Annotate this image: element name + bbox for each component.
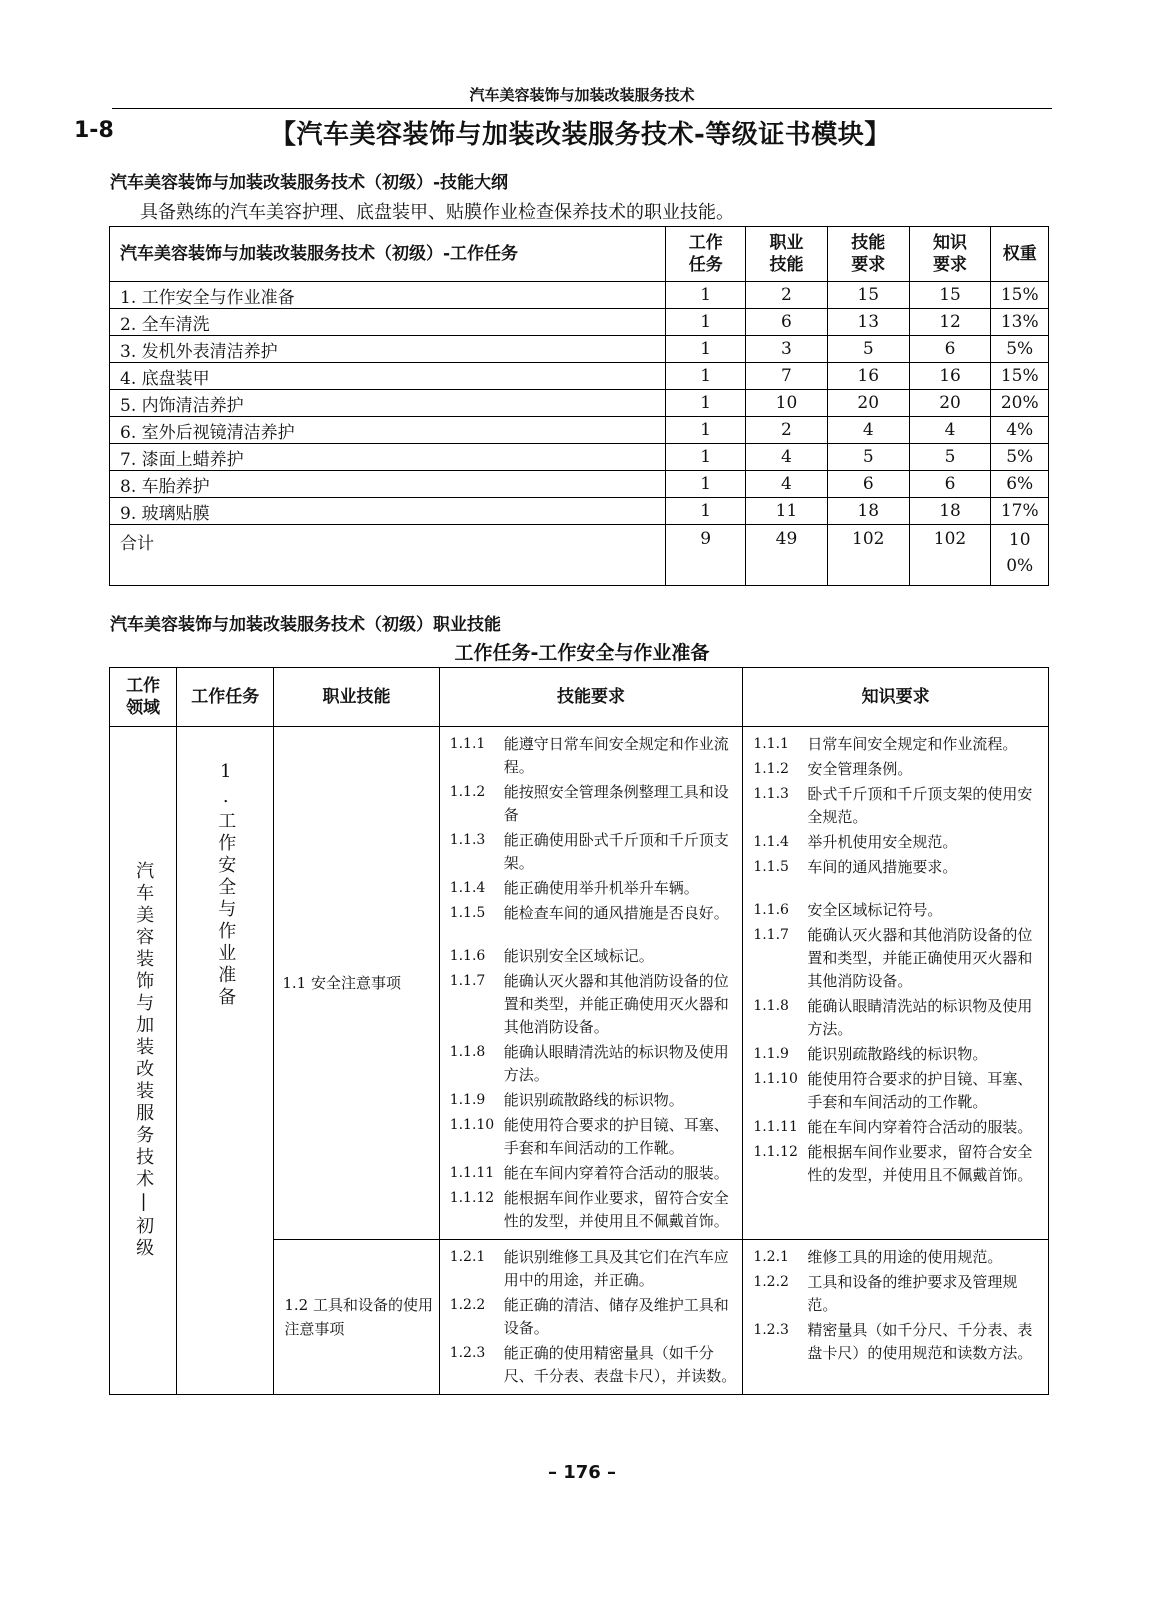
requirement-item [450, 1246, 737, 1292]
summary-cell: 4 [746, 444, 828, 471]
summary-cell: 2 [746, 417, 828, 444]
requirement-number: 1.2.2 [753, 1274, 789, 1290]
requirement-number: 1.1.1 [449, 736, 486, 752]
section-number: 1-8 [74, 118, 114, 143]
requirement-text: 能根据车间作业要求，留符合安全性的发型，并使用且不佩戴首饰。 [503, 1189, 729, 1230]
skill-row [110, 727, 1049, 1240]
requirement-item [450, 733, 737, 779]
summary-header-skills [746, 227, 828, 282]
page-title: 【汽车美容装饰与加装改装服务技术-等级证书模块】 [270, 120, 891, 150]
requirement-number: 1.1.8 [449, 1044, 486, 1060]
summary-task-name: 8. 车胎养护 [110, 471, 666, 498]
requirement-text: 能正确使用卧式千斤顶和千斤顶支架。 [503, 831, 729, 872]
requirement-item [753, 1068, 1042, 1114]
requirement-number: 1.1.3 [753, 786, 789, 802]
work-task-cell [177, 727, 274, 1395]
summary-cell: 12 [909, 309, 991, 336]
requirement-number: 1.1.7 [449, 973, 486, 989]
requirement-item [450, 902, 737, 925]
requirement-item [753, 783, 1042, 829]
summary-cell: 6 [909, 336, 991, 363]
requirement-text: 能识别疏散路线的标识物。 [807, 1045, 988, 1063]
requirement-number: 1.2.1 [753, 1249, 789, 1265]
requirement-text: 能使用符合要求的护目镜、耳塞、手套和车间活动的工作靴。 [503, 1116, 729, 1157]
summary-header-task: 汽车美容装饰与加装改装服务技术（初级）-工作任务 [110, 227, 666, 282]
skills-header-task: 工作任务 [177, 668, 274, 727]
requirement-item [450, 970, 737, 1039]
requirement-item [753, 1246, 1042, 1269]
skills-header-domain [110, 668, 177, 727]
summary-header-weight: 权重 [991, 227, 1049, 282]
summary-cell: 1 [666, 498, 746, 525]
summary-row [110, 363, 1049, 390]
skill-name: 1.2 工具和设备的使用注意事项 [274, 1240, 439, 1395]
summary-row [110, 282, 1049, 309]
requirement-number: 1.1.12 [449, 1190, 495, 1206]
work-task-text: 1.工作安全与作业准备 [215, 760, 237, 1009]
requirement-item [753, 856, 1042, 879]
requirement-item [753, 758, 1042, 781]
summary-total-cell: 102 [827, 525, 909, 586]
summary-task-name: 7. 漆面上蜡养护 [110, 444, 666, 471]
requirement-item [450, 877, 737, 900]
summary-cell: 1 [666, 390, 746, 417]
summary-cell: 1 [666, 282, 746, 309]
requirement-number: 1.1.6 [753, 902, 789, 918]
summary-cell: 1 [666, 336, 746, 363]
skill-requirements-cell [439, 1240, 743, 1395]
summary-task-name: 1. 工作安全与作业准备 [110, 282, 666, 309]
outline-heading: 汽车美容装饰与加装改装服务技术（初级）-技能大纲 [110, 173, 509, 193]
requirement-text: 能正确的使用精密量具（如千分尺、千分表、表盘卡尺），并读数。 [503, 1344, 737, 1385]
skills-table-title: 工作任务-工作安全与作业准备 [454, 642, 710, 664]
summary-cell: 7 [746, 363, 828, 390]
requirement-number: 1.1.11 [753, 1119, 798, 1135]
requirement-item [753, 924, 1042, 993]
requirement-number: 1.1.4 [753, 834, 789, 850]
summary-total-row [110, 525, 1049, 586]
header-text: 工作任务 [688, 233, 723, 275]
summary-task-name: 2. 全车清洗 [110, 309, 666, 336]
requirement-text: 能识别安全区域标记。 [503, 947, 654, 965]
requirement-number: 1.2.3 [753, 1322, 789, 1338]
summary-cell: 17% [991, 498, 1049, 525]
summary-total-cell: 9 [666, 525, 746, 586]
requirement-text: 能确认眼睛清洗站的标识物及使用方法。 [503, 1043, 729, 1084]
requirement-number: 1.1.11 [449, 1165, 495, 1181]
summary-total-cell: 49 [746, 525, 828, 586]
requirement-text: 工具和设备的维护要求及管理规范。 [807, 1273, 1018, 1314]
summary-table [109, 226, 1049, 586]
summary-cell: 16 [827, 363, 909, 390]
summary-total-cell [991, 525, 1049, 586]
summary-cell: 20 [827, 390, 909, 417]
requirement-text: 能根据车间作业要求，留符合安全性的发型，并使用且不佩戴首饰。 [807, 1143, 1033, 1184]
summary-row [110, 336, 1049, 363]
requirement-text: 安全管理条例。 [807, 760, 913, 778]
requirement-text: 举升机使用安全规范。 [807, 833, 958, 851]
summary-task-name: 3. 发机外表清洁养护 [110, 336, 666, 363]
requirement-text: 能确认灭火器和其他消防设备的位置和类型，并能正确使用灭火器和其他消防设备。 [807, 926, 1033, 990]
requirement-text: 能在车间内穿着符合活动的服装。 [503, 1164, 729, 1182]
requirement-number: 1.1.4 [449, 880, 486, 896]
requirement-text: 能使用符合要求的护目镜、耳塞、手套和车间活动的工作靴。 [807, 1070, 1033, 1111]
header-text: 工作领域 [126, 676, 161, 718]
work-domain-cell [110, 727, 177, 1395]
summary-cell: 1 [666, 309, 746, 336]
requirement-number: 1.1.9 [753, 1046, 789, 1062]
requirement-text: 维修工具的用途的使用规范。 [807, 1248, 1003, 1266]
knowledge-requirements-cell [743, 1240, 1049, 1395]
requirement-text: 能确认眼睛清洗站的标识物及使用方法。 [807, 997, 1033, 1038]
requirement-text: 安全区域标记符号。 [807, 901, 943, 919]
summary-cell: 5 [909, 444, 991, 471]
requirement-text: 能按照安全管理条例整理工具和设备 [503, 783, 729, 824]
work-domain-text: 汽车美容装饰与加装改装服务技术|初级 [133, 861, 155, 1260]
requirement-number: 1.1.9 [449, 1092, 486, 1108]
summary-header-row [110, 227, 1049, 282]
requirement-number: 1.2.1 [449, 1249, 486, 1265]
summary-task-name: 6. 室外后视镜清洁养护 [110, 417, 666, 444]
requirement-list [743, 727, 1048, 1193]
requirement-item [753, 899, 1042, 922]
running-header: 汽车美容装饰与加装改装服务技术 [469, 86, 695, 104]
requirement-item [450, 829, 737, 875]
requirement-number: 1.1.5 [449, 905, 486, 921]
summary-cell: 6 [746, 309, 828, 336]
requirement-list [743, 1240, 1048, 1371]
summary-header-knowledge-reqs [909, 227, 991, 282]
summary-cell: 13 [827, 309, 909, 336]
summary-total-label: 合计 [110, 525, 666, 586]
summary-cell: 4% [991, 417, 1049, 444]
summary-cell: 5 [827, 336, 909, 363]
requirement-number: 1.1.8 [753, 998, 789, 1014]
summary-cell: 5% [991, 336, 1049, 363]
summary-header-work-tasks [666, 227, 746, 282]
requirement-list [440, 1240, 743, 1394]
summary-cell: 1 [666, 417, 746, 444]
summary-cell: 20% [991, 390, 1049, 417]
summary-cell: 20 [909, 390, 991, 417]
requirement-text: 能在车间内穿着符合活动的服装。 [807, 1118, 1033, 1136]
summary-cell: 18 [827, 498, 909, 525]
skills-heading: 汽车美容装饰与加装改装服务技术（初级）职业技能 [110, 615, 501, 635]
requirement-text: 能正确的清洁、储存及维护工具和设备。 [503, 1296, 729, 1337]
requirement-item [753, 1043, 1042, 1066]
summary-cell: 6 [909, 471, 991, 498]
requirement-number: 1.2.3 [449, 1345, 486, 1361]
requirement-number: 1.1.3 [449, 832, 486, 848]
skills-header-row [110, 668, 1049, 727]
header-text: 技能要求 [851, 233, 886, 275]
summary-row [110, 390, 1049, 417]
summary-cell: 2 [746, 282, 828, 309]
header-text: 职业技能 [769, 233, 804, 275]
requirement-item [753, 1141, 1042, 1187]
summary-cell: 18 [909, 498, 991, 525]
summary-cell: 15% [991, 282, 1049, 309]
requirement-text: 能确认灭火器和其他消防设备的位置和类型，并能正确使用灭火器和其他消防设备。 [503, 972, 729, 1036]
requirement-item [450, 1162, 737, 1185]
requirement-text: 能遵守日常车间安全规定和作业流程。 [503, 735, 729, 776]
summary-row [110, 309, 1049, 336]
requirement-number: 1.1.1 [753, 736, 789, 752]
requirement-item [450, 1342, 737, 1388]
summary-cell: 11 [746, 498, 828, 525]
requirement-number: 1.1.2 [449, 784, 486, 800]
summary-task-name: 4. 底盘装甲 [110, 363, 666, 390]
requirement-number: 1.1.5 [753, 859, 789, 875]
summary-cell: 4 [746, 471, 828, 498]
requirement-number: 1.2.2 [449, 1297, 486, 1313]
requirement-item [450, 781, 737, 827]
summary-cell: 15 [909, 282, 991, 309]
summary-row [110, 498, 1049, 525]
summary-row [110, 471, 1049, 498]
skills-header-skill: 职业技能 [274, 668, 439, 727]
summary-task-name: 5. 内饰清洁养护 [110, 390, 666, 417]
page-number: – 176 – [547, 1462, 617, 1483]
skill-requirements-cell [439, 727, 743, 1240]
requirement-item [753, 1319, 1042, 1365]
requirement-number: 1.1.2 [753, 761, 789, 777]
summary-total-weight: 100% [1006, 530, 1034, 576]
summary-cell: 3 [746, 336, 828, 363]
requirement-number: 1.1.7 [753, 927, 789, 943]
summary-cell: 15 [827, 282, 909, 309]
requirement-list [440, 727, 743, 1239]
summary-cell: 1 [666, 363, 746, 390]
summary-cell: 5% [991, 444, 1049, 471]
requirement-text: 能检查车间的通风措施是否良好。 [503, 904, 729, 922]
summary-row [110, 417, 1049, 444]
header-text: 知识要求 [933, 233, 968, 275]
requirement-number: 1.1.10 [753, 1071, 798, 1087]
summary-cell: 5 [827, 444, 909, 471]
requirement-item [450, 1089, 737, 1112]
summary-cell: 16 [909, 363, 991, 390]
requirement-item [753, 831, 1042, 854]
requirement-item [450, 1294, 737, 1340]
summary-total-cell: 102 [909, 525, 991, 586]
summary-cell: 4 [909, 417, 991, 444]
summary-cell: 13% [991, 309, 1049, 336]
requirement-text: 车间的通风措施要求。 [807, 858, 958, 876]
knowledge-requirements-cell [743, 727, 1049, 1240]
summary-task-name: 9. 玻璃贴膜 [110, 498, 666, 525]
summary-cell: 6% [991, 471, 1049, 498]
requirement-text: 能识别维修工具及其它们在汽车应用中的用途，并正确。 [503, 1248, 729, 1289]
requirement-item [450, 1187, 737, 1233]
requirement-item [450, 1114, 737, 1160]
requirement-item [450, 1041, 737, 1087]
summary-row [110, 444, 1049, 471]
requirement-item [753, 995, 1042, 1041]
skill-name: 1.1 安全注意事项 [274, 727, 439, 1240]
skills-header-knowledge-reqs: 知识要求 [743, 668, 1049, 727]
summary-header-skill-reqs [827, 227, 909, 282]
requirement-item [753, 733, 1042, 756]
summary-cell: 15% [991, 363, 1049, 390]
summary-cell: 4 [827, 417, 909, 444]
requirement-item [753, 1271, 1042, 1317]
summary-cell: 1 [666, 444, 746, 471]
requirement-text: 卧式千斤顶和千斤顶支架的使用安全规范。 [807, 785, 1033, 826]
requirement-text: 能正确使用举升机举升车辆。 [503, 879, 699, 897]
requirement-number: 1.1.10 [449, 1117, 495, 1133]
requirement-text: 日常车间安全规定和作业流程。 [807, 735, 1018, 753]
requirement-text: 能识别疏散路线的标识物。 [503, 1091, 684, 1109]
summary-cell: 6 [827, 471, 909, 498]
skills-table [109, 667, 1049, 1395]
requirement-text: 精密量具（如千分尺、千分表、表盘卡尺）的使用规范和读数方法。 [807, 1321, 1033, 1362]
skills-header-skill-reqs: 技能要求 [439, 668, 743, 727]
requirement-item [450, 945, 737, 968]
header-rule [112, 108, 1052, 109]
requirement-number: 1.1.6 [449, 948, 486, 964]
summary-cell: 10 [746, 390, 828, 417]
intro-text: 具备熟练的汽车美容护理、底盘装甲、贴膜作业检查保养技术的职业技能。 [140, 202, 734, 223]
requirement-item [753, 1116, 1042, 1139]
summary-cell: 1 [666, 471, 746, 498]
requirement-number: 1.1.12 [753, 1144, 798, 1160]
